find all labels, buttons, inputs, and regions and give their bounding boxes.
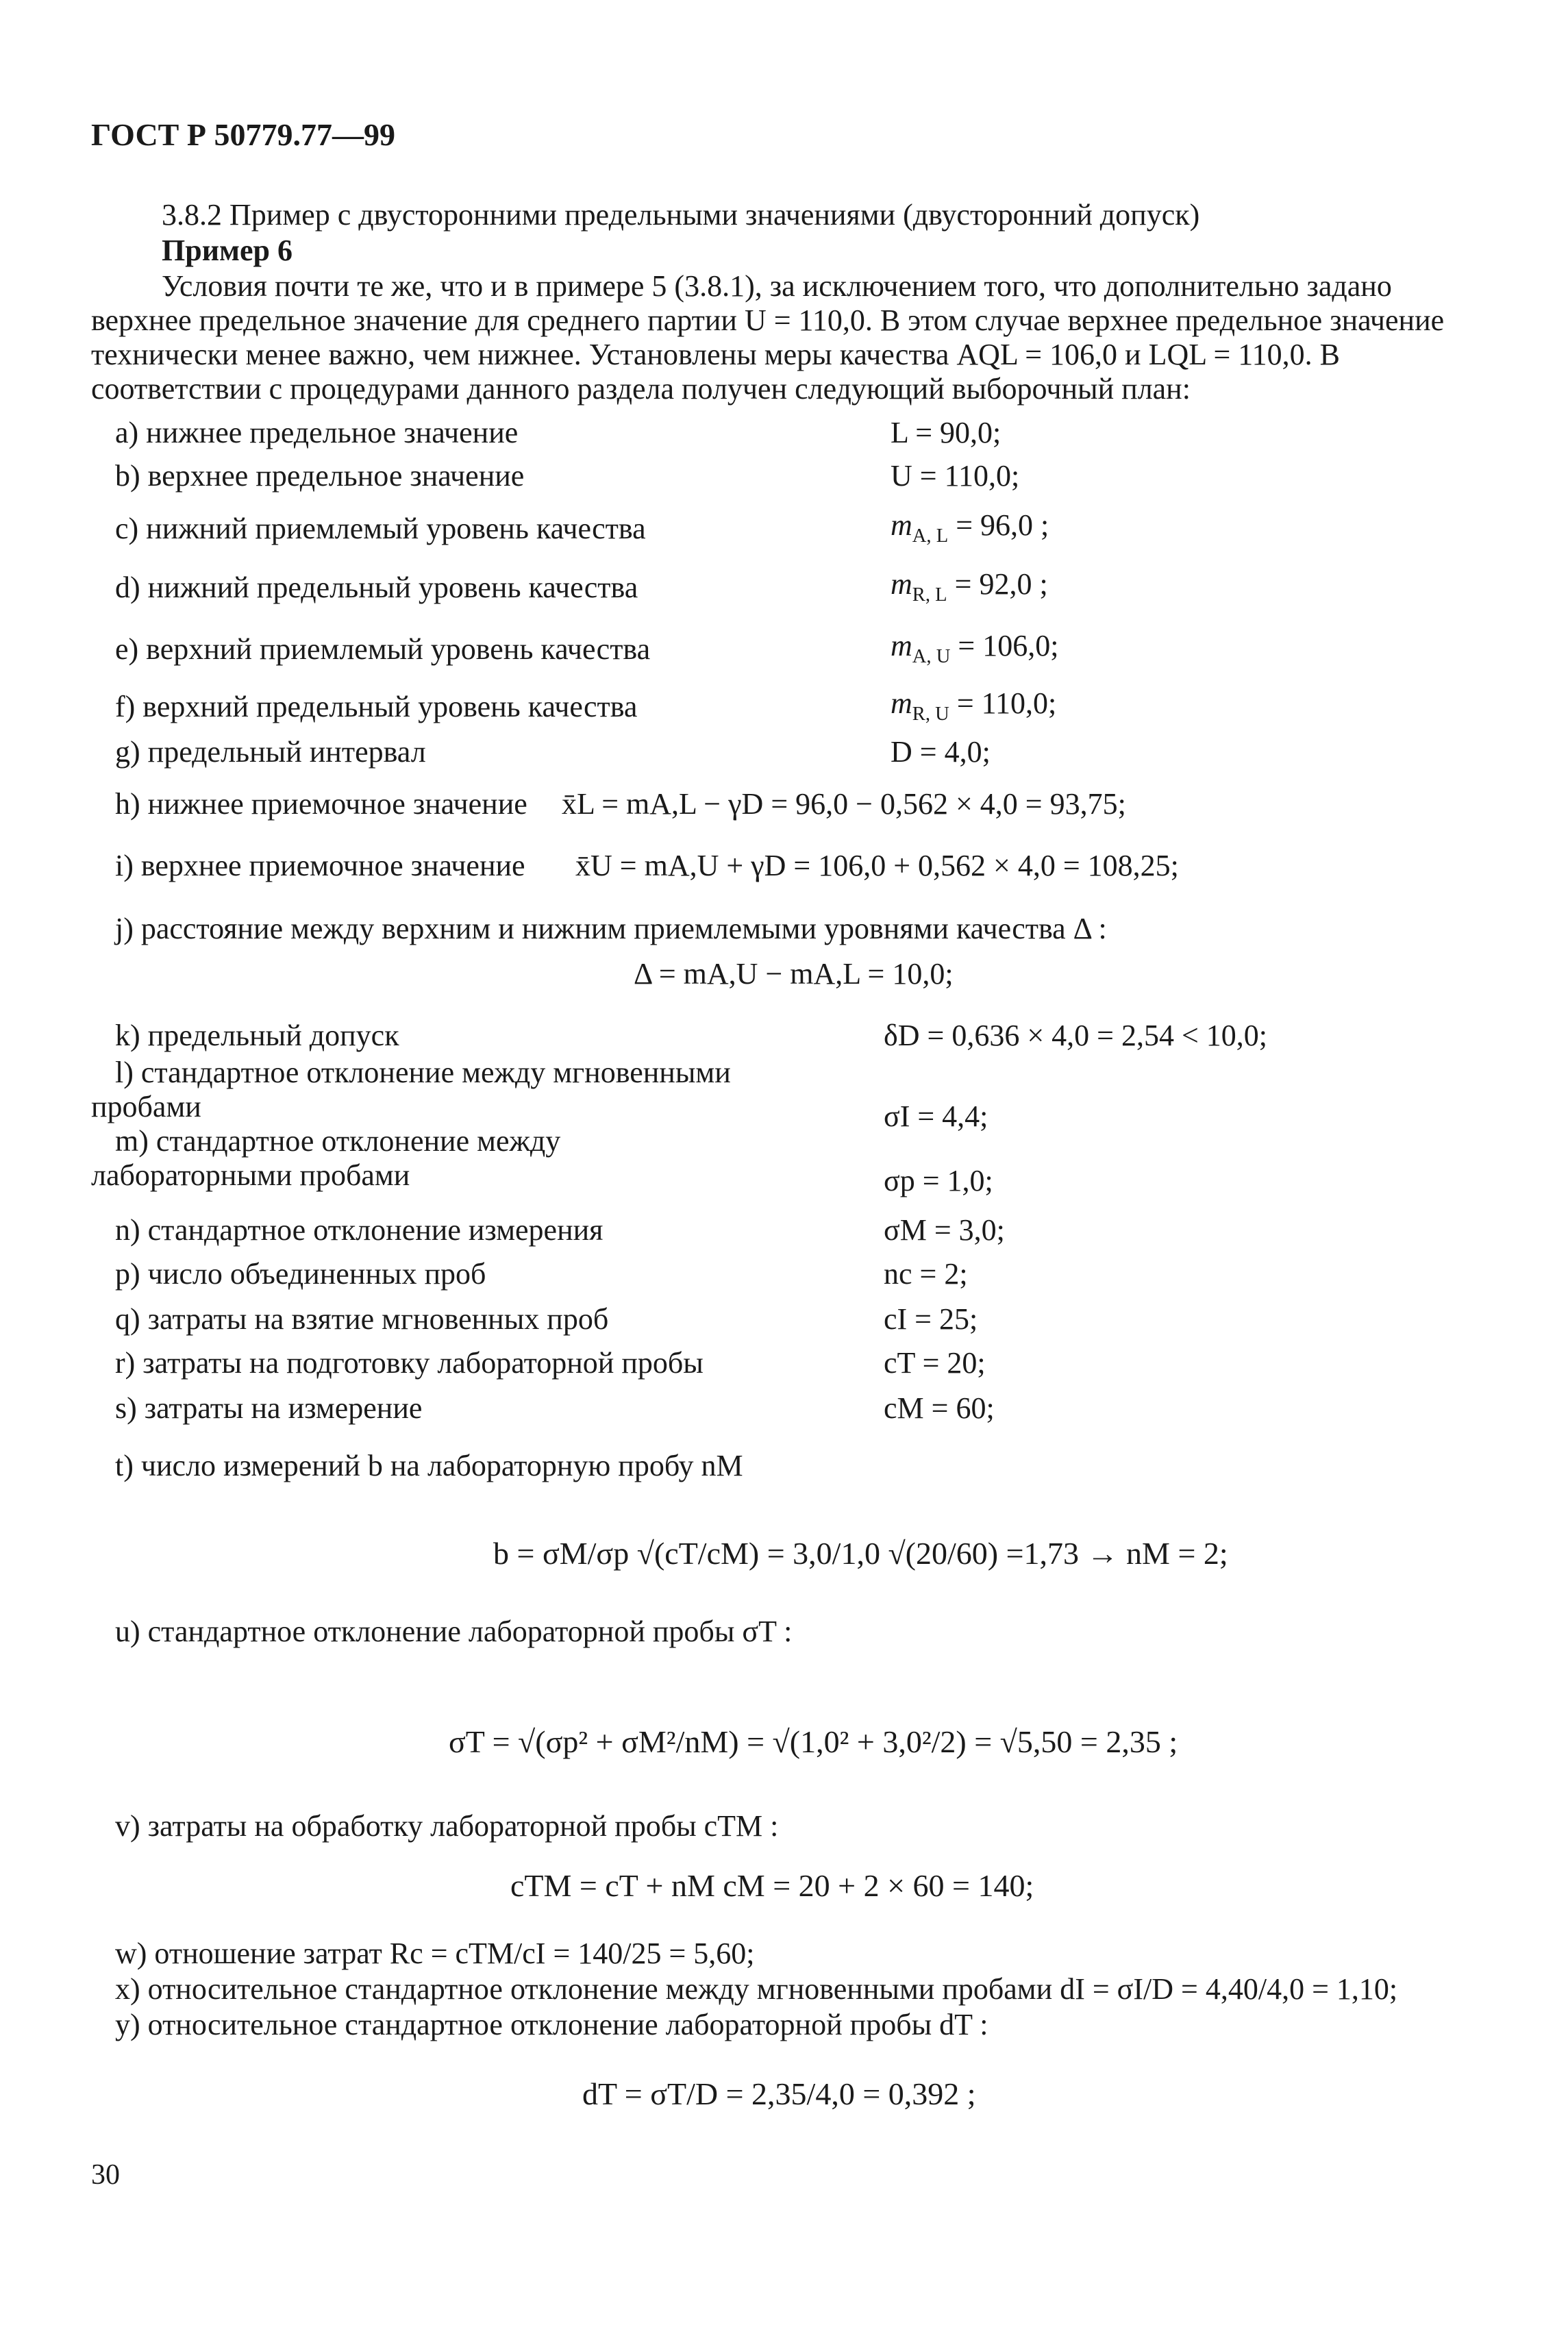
item-w-label: w) отношение затрат Rc = cTM/cI = 140/25 = 5,60; bbox=[115, 1937, 755, 1970]
intro-line-4: соответствии с процедурами данного раздела получен следующий выборочный план: bbox=[91, 372, 1191, 406]
item-e-value: $m_{A, U} = 106,0$; bbox=[891, 629, 1059, 667]
item-p-label: p) число объединенных проб bbox=[115, 1257, 486, 1291]
item-t-formula: b = σM/σp √(cT/cM) = 3,0/1,0 √(20/60) =1,73 → nM = 2; bbox=[493, 1536, 1228, 1571]
example-title: Пример 6 bbox=[162, 234, 293, 267]
page-number: 30 bbox=[91, 2159, 120, 2191]
item-a-value: L = 90,0; bbox=[891, 416, 1001, 449]
item-l-value: σI = 4,4; bbox=[884, 1099, 988, 1133]
item-y-formula: dT = σT/D = 2,35/4,0 = 0,392 ; bbox=[582, 2076, 976, 2111]
item-l-label-2: пробами bbox=[91, 1090, 201, 1123]
item-u-label: u) стандартное отклонение лабораторной пробы σT : bbox=[115, 1615, 793, 1648]
item-i-formula: x̄U = mA,U + γD = 106,0 + 0,562 × 4,0 = 108,25; bbox=[575, 849, 1179, 882]
item-d-value: $m_{R, L} = 92,0$ ; bbox=[891, 567, 1048, 606]
item-j-label: j) расстояние между верхним и нижним приемлемыми уровнями качества Δ : bbox=[115, 912, 1107, 945]
item-s-label: s) затраты на измерение bbox=[115, 1391, 423, 1425]
item-e-label: e) верхний приемлемый уровень качества bbox=[115, 632, 651, 666]
item-k-value: δD = 0,636 × 4,0 = 2,54 < 10,0; bbox=[884, 1019, 1267, 1052]
item-k-label: k) предельный допуск bbox=[115, 1019, 399, 1052]
item-g-label: g) предельный интервал bbox=[115, 735, 426, 769]
item-f-label: f) верхний предельный уровень качества bbox=[115, 690, 638, 723]
item-a-label: a) нижнее предельное значение bbox=[115, 416, 519, 449]
item-p-value: nc = 2; bbox=[884, 1257, 968, 1291]
item-b-value: U = 110,0; bbox=[891, 459, 1020, 493]
item-l-label-1: l) стандартное отклонение между мгновенными bbox=[115, 1056, 731, 1089]
item-m-value: σp = 1,0; bbox=[884, 1164, 993, 1197]
item-h-label: h) нижнее приемочное значение bbox=[115, 787, 527, 821]
item-m-label-1: m) стандартное отклонение между bbox=[115, 1124, 561, 1158]
intro-line-2: верхнее предельное значение для среднего партии U = 110,0. В этом случае верхнее предельное значение bbox=[91, 303, 1445, 337]
intro-line-3: технически менее важно, чем нижнее. Установлены меры качества AQL = 106,0 и LQL = 110,0. В bbox=[91, 338, 1340, 371]
item-c-label: c) нижний приемлемый уровень качества bbox=[115, 512, 646, 545]
item-y-label: y) относительное стандартное отклонение лабораторной пробы dT : bbox=[115, 2008, 988, 2041]
item-h-formula: x̄L = mA,L − γD = 96,0 − 0,562 × 4,0 = 93,75; bbox=[562, 787, 1126, 821]
item-s-value: cM = 60; bbox=[884, 1391, 995, 1425]
item-u-formula: σT = √(σp² + σM²/nM) = √(1,0² + 3,0²/2) = √5,50 = 2,35 ; bbox=[449, 1724, 1178, 1759]
item-t-label: t) число измерений b на лабораторную пробу nM bbox=[115, 1449, 743, 1482]
item-n-label: n) стандартное отклонение измерения bbox=[115, 1213, 603, 1247]
item-r-label: r) затраты на подготовку лабораторной пробы bbox=[115, 1346, 704, 1380]
section-title: 3.8.2 Пример с двусторонними предельными значениями (двусторонний допуск) bbox=[162, 198, 1200, 232]
item-m-label-2: лабораторными пробами bbox=[91, 1158, 410, 1192]
item-f-value: $m_{R, U} = 110,0$; bbox=[891, 686, 1057, 725]
item-q-label: q) затраты на взятие мгновенных проб bbox=[115, 1302, 609, 1336]
item-b-label: b) верхнее предельное значение bbox=[115, 459, 525, 493]
item-g-value: D = 4,0; bbox=[891, 735, 991, 769]
intro-line-1: Условия почти те же, что и в примере 5 (3.8.1), за исключением того, что дополнительно задано bbox=[162, 269, 1392, 303]
item-v-label: v) затраты на обработку лабораторной пробы cTM : bbox=[115, 1809, 779, 1843]
document-header: ГОСТ Р 50779.77—99 bbox=[91, 117, 395, 152]
item-i-label: i) верхнее приемочное значение bbox=[115, 849, 525, 882]
item-v-formula: cTM = cT + nM cM = 20 + 2 × 60 = 140; bbox=[510, 1868, 1034, 1903]
item-d-label: d) нижний предельный уровень качества bbox=[115, 571, 638, 604]
item-n-value: σM = 3,0; bbox=[884, 1213, 1005, 1247]
item-x-label: x) относительное стандартное отклонение между мгновенными пробами dI = σI/D = 4,40/4,0 = 1,10; bbox=[115, 1972, 1398, 2006]
item-c-value: $m_{A, L} = 96,0$ ; bbox=[891, 508, 1049, 547]
item-r-value: cT = 20; bbox=[884, 1346, 986, 1380]
item-q-value: cI = 25; bbox=[884, 1302, 978, 1336]
item-j-formula: Δ = mA,U − mA,L = 10,0; bbox=[634, 957, 954, 991]
